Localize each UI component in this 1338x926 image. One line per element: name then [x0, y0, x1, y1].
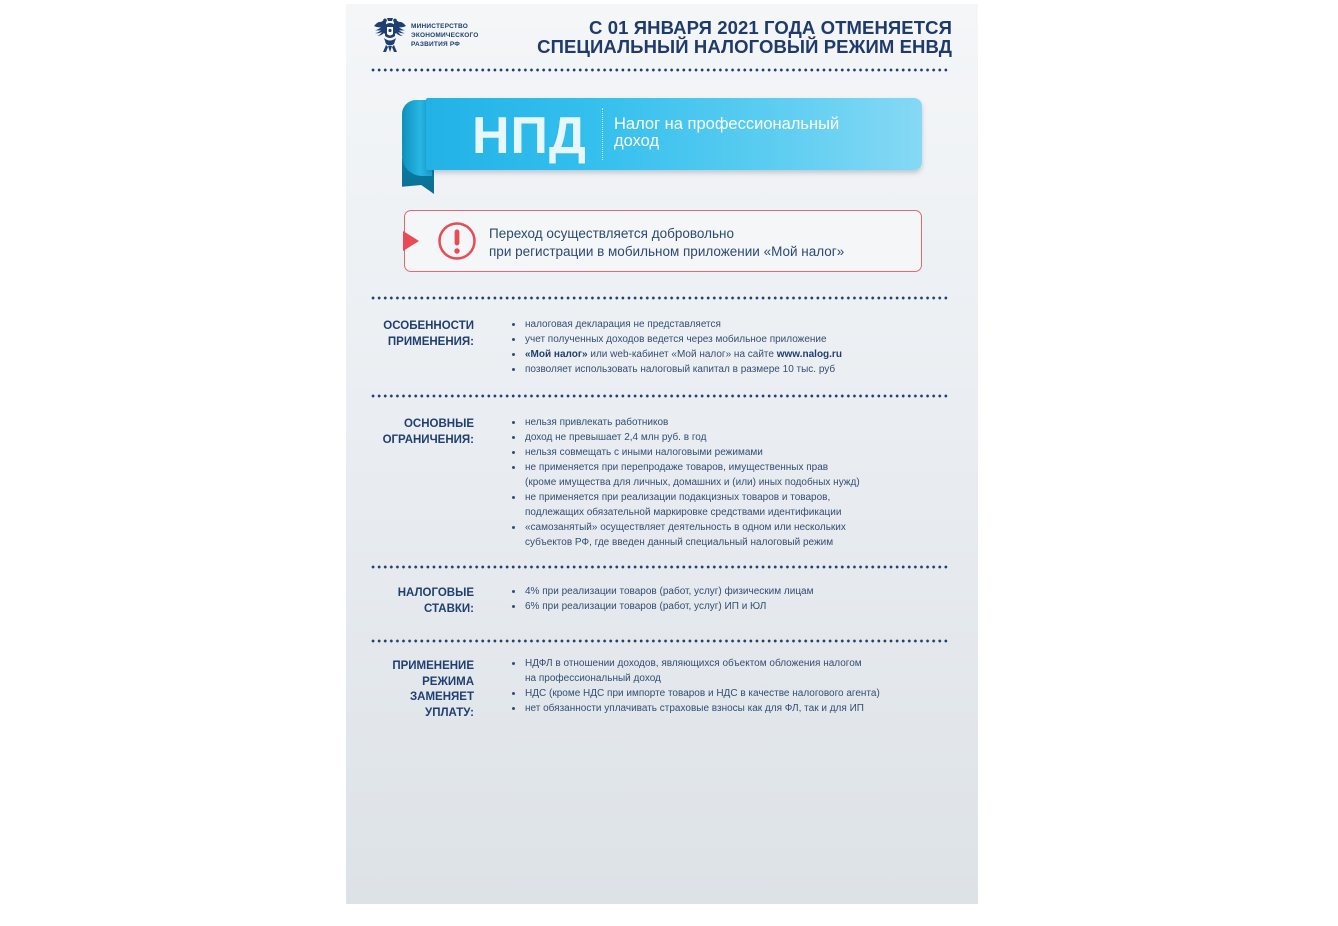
ministry-line: РАЗВИТИЯ РФ [411, 40, 461, 48]
list-item [508, 490, 860, 520]
list-item-text: на профессиональный доход [525, 673, 661, 684]
double-headed-eagle-icon [372, 16, 408, 54]
list-item-text: нельзя совмещать с иными налоговыми режимами [525, 447, 763, 458]
list-item-text: «самозанятый» осуществляет деятельность в одном или нескольких [525, 522, 846, 533]
dotted-divider [370, 68, 948, 72]
list-item-text: НДФЛ в отношении доходов, являющихся объектом обложения налогом [525, 658, 862, 669]
headline-line: С 01 ЯНВАРЯ 2021 ГОДА ОТМЕНЯЕТСЯ [589, 17, 952, 38]
section-list-replaces [508, 656, 880, 716]
list-item [508, 686, 880, 701]
list-item [508, 317, 842, 332]
notice-text [489, 225, 844, 261]
list-item-text: (кроме имущества для личных, домашних и (или) иных подобных нужд) [525, 477, 860, 488]
npd-ribbon [402, 94, 926, 198]
ribbon-title [614, 116, 914, 150]
list-item-text: налоговая декларация не представляется [525, 319, 721, 330]
list-item [508, 362, 842, 377]
dotted-divider [370, 639, 948, 643]
list-item [508, 599, 814, 614]
section-list-restrictions [508, 415, 860, 550]
list-item [508, 584, 814, 599]
headline-line: СПЕЦИАЛЬНЫЙ НАЛОГОВЫЙ РЕЖИМ ЕНВД [537, 36, 952, 57]
section-label-restrictions [366, 417, 474, 448]
app-name-text: «Мой налог» [525, 349, 588, 360]
section-label-line: УПЛАТУ: [425, 706, 474, 719]
list-item [508, 430, 860, 445]
list-item-text: не применяется при реализации подакцизных товаров и товаров, [525, 492, 831, 503]
list-item [508, 701, 880, 716]
list-item [508, 445, 860, 460]
section-label-line: ПРИМЕНЕНИЯ: [387, 335, 474, 348]
list-item-text: нет обязанности уплачивать страховые взносы как для ФЛ, так и для ИП [525, 703, 864, 714]
list-item-text: позволяет использовать налоговый капитал в размере 10 тыс. руб [525, 364, 836, 375]
page-headline [537, 18, 952, 56]
website-text: www.nalog.ru [776, 349, 842, 360]
document-page [346, 4, 978, 904]
dotted-divider [370, 565, 948, 569]
ribbon-title-line: Налог на профессиональный [614, 115, 840, 133]
ministry-name [411, 22, 479, 49]
ribbon-banner [426, 98, 922, 170]
ribbon-title-line: доход [614, 132, 660, 150]
notice-line: Переход осуществляется добровольно [489, 226, 734, 241]
section-label-line: ОГРАНИЧЕНИЯ: [382, 433, 474, 446]
section-list-features [508, 317, 842, 377]
section-label-line: СТАВКИ: [423, 602, 474, 615]
section-label-line: ПРИМЕНЕНИЕ [392, 660, 474, 672]
section-label-line: ОСНОВНЫЕ [403, 418, 474, 430]
section-label-line: РЕЖИМА [422, 675, 474, 688]
ministry-line: ЭКОНОМИЧЕСКОГО [411, 31, 479, 39]
list-item-text: не применяется при перепродаже товаров, имущественных прав [525, 462, 829, 473]
ministry-line: МИНИСТЕРСТВО [411, 22, 468, 30]
list-item-text: НДС (кроме НДС при импорте товаров и НДС в качестве налогового агента) [525, 688, 880, 699]
list-item [508, 460, 860, 490]
exclamation-icon [437, 221, 477, 261]
ministry-logo [372, 16, 479, 54]
npd-abbreviation: НПД [472, 107, 587, 165]
list-item-text: 6% при реализации товаров (работ, услуг) ИП и ЮЛ [525, 601, 767, 612]
list-item [508, 656, 880, 686]
section-list-rates [508, 584, 814, 614]
list-item [508, 332, 842, 347]
ribbon-separator [602, 108, 603, 160]
list-item-text: доход не превышает 2,4 млн руб. в год [525, 432, 707, 443]
notice-box [404, 210, 922, 272]
notice-line: при регистрации в мобильном приложении «Мой налог» [489, 244, 845, 259]
list-item-text: 4% при реализации товаров (работ, услуг) физическим лицам [525, 586, 814, 597]
list-item-text: или web-кабинет «Мой налог» на сайте [587, 349, 777, 360]
list-item [508, 520, 860, 550]
list-item-text: субъектов РФ, где введен данный специальный налоговый режим [525, 537, 834, 548]
section-label-rates [366, 586, 474, 617]
section-label-features [366, 319, 474, 350]
section-label-line: НАЛОГОВЫЕ [397, 587, 474, 599]
notice-arrow-icon [403, 231, 419, 251]
list-item [508, 347, 842, 362]
dotted-divider [370, 296, 948, 300]
dotted-divider [370, 394, 948, 398]
section-label-line: ЗАМЕНЯЕТ [409, 691, 474, 703]
list-item-text: нельзя привлекать работников [525, 417, 669, 428]
list-item-text: подлежащих обязательной маркировке средствами идентификации [525, 507, 842, 518]
list-item-text: учет полученных доходов ведется через мобильное приложение [525, 334, 827, 345]
list-item [508, 415, 860, 430]
section-label-line: ОСОБЕННОСТИ [383, 320, 474, 332]
section-label-replaces [366, 659, 474, 721]
